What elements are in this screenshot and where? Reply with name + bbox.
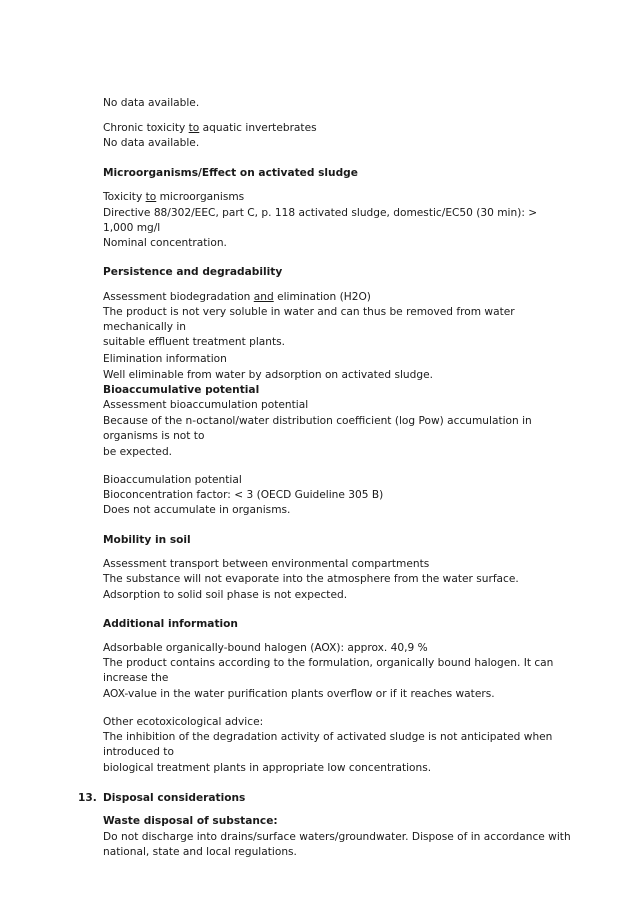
text-line: The product is not very soluble in water and can thus be removed from water bbox=[103, 306, 515, 318]
text-line bbox=[103, 291, 371, 304]
text-line: No data available. bbox=[103, 137, 200, 149]
section-number: 13. bbox=[78, 792, 97, 804]
text-line: national, state and local regulations. bbox=[103, 846, 297, 858]
subsection-heading: Waste disposal of substance: bbox=[103, 815, 278, 827]
text-run: elimination (H2O) bbox=[273, 291, 371, 303]
text-line: Bioaccumulation potential bbox=[103, 474, 242, 486]
text-line: Does not accumulate in organisms. bbox=[103, 504, 291, 516]
text-line: organisms is not to bbox=[103, 430, 205, 442]
text-line: introduced to bbox=[103, 746, 174, 758]
text-line: The substance will not evaporate into the atmosphere from the water surface. bbox=[103, 573, 519, 585]
text-line: biological treatment plants in appropriate low concentrations. bbox=[103, 762, 432, 774]
text-line: Adsorption to solid soil phase is not expected. bbox=[103, 589, 348, 601]
text-line: Assessment bioaccumulation potential bbox=[103, 399, 309, 411]
text-line: No data available. bbox=[103, 97, 200, 109]
text-run: Assessment biodegradation bbox=[103, 291, 254, 303]
text-line: Assessment transport between environmental compartments bbox=[103, 558, 430, 570]
section-title: Disposal considerations bbox=[103, 792, 246, 804]
text-line: Well eliminable from water by adsorption on activated sludge. bbox=[103, 369, 433, 381]
section-heading: Mobility in soil bbox=[103, 534, 191, 546]
text-run: Chronic toxicity bbox=[103, 122, 189, 134]
text-line: suitable effluent treatment plants. bbox=[103, 336, 286, 348]
section-heading: Bioaccumulative potential bbox=[103, 384, 260, 396]
text-line: 1,000 mg/l bbox=[103, 222, 161, 234]
text-line: be expected. bbox=[103, 446, 173, 458]
text-line: Bioconcentration factor: < 3 (OECD Guideline 305 B) bbox=[103, 489, 384, 501]
text-line: AOX-value in the water purification plants overflow or if it reaches waters. bbox=[103, 688, 495, 700]
section-heading: Persistence and degradability bbox=[103, 266, 283, 278]
text-line bbox=[103, 191, 244, 204]
underlined-word: to bbox=[145, 191, 157, 203]
text-run: Toxicity bbox=[103, 191, 146, 203]
text-line: Because of the n-octanol/water distribution coefficient (log Pow) accumulation in bbox=[103, 415, 532, 427]
text-line: Elimination information bbox=[103, 353, 227, 365]
text-line: The inhibition of the degradation activity of activated sludge is not anticipated when bbox=[103, 731, 553, 743]
text-line: Other ecotoxicological advice: bbox=[103, 716, 264, 728]
underlined-word: and bbox=[253, 291, 274, 303]
underlined-word: to bbox=[188, 122, 200, 134]
text-run: aquatic invertebrates bbox=[199, 122, 317, 134]
text-line: Do not discharge into drains/surface waters/groundwater. Dispose of in accordance with bbox=[103, 831, 571, 843]
text-line: Directive 88/302/EEC, part C, p. 118 activated sludge, domestic/EC50 (30 min): > bbox=[103, 207, 538, 219]
section-heading: Microorganisms/Effect on activated sludge bbox=[103, 167, 358, 179]
text-line: The product contains according to the formulation, organically bound halogen. It can bbox=[103, 657, 554, 669]
text-run: microorganisms bbox=[156, 191, 245, 203]
text-line bbox=[103, 122, 317, 135]
section-heading: Additional information bbox=[103, 618, 238, 630]
text-line: increase the bbox=[103, 672, 169, 684]
text-line: Adsorbable organically-bound halogen (AOX): approx. 40,9 % bbox=[103, 642, 428, 654]
text-line: mechanically in bbox=[103, 321, 187, 333]
text-line: Nominal concentration. bbox=[103, 237, 227, 249]
